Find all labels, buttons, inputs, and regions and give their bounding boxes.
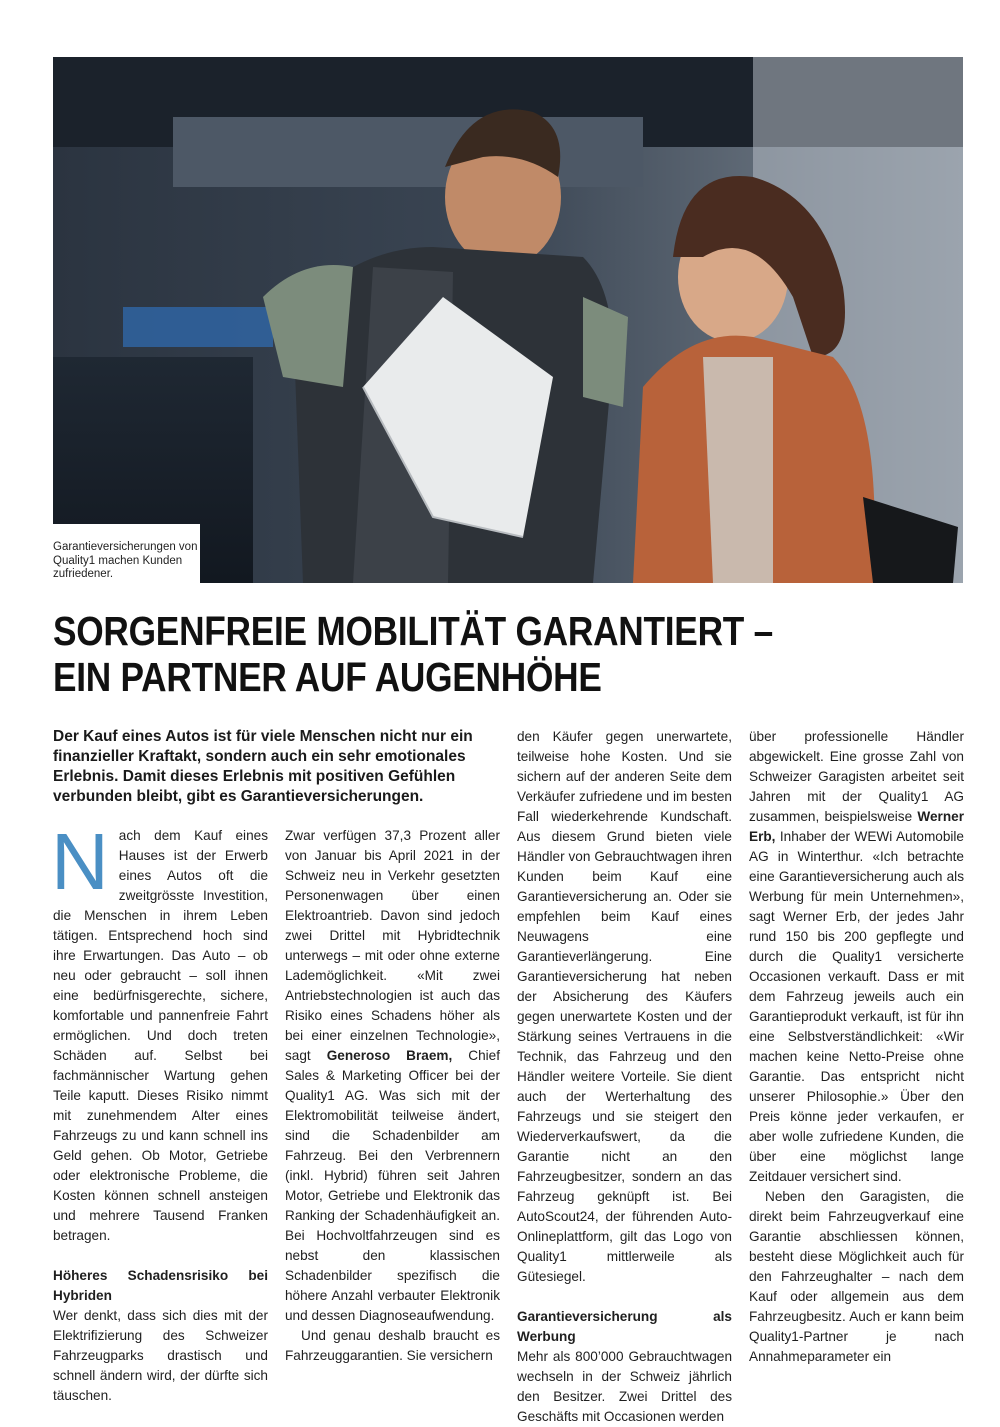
column-1-paragraph-1: [51, 817, 268, 1246]
subheading-hybrid: Höheres Schadensrisiko bei Hybriden: [53, 1268, 268, 1303]
article-column-1: [51, 817, 268, 1406]
column-2-paragraph-1: [285, 826, 500, 1326]
column-2-paragraph-2: Und genau deshalb braucht es Fahrzeuggarantien. Sie versichern: [285, 1328, 500, 1363]
column-3-paragraph-1: den Käufer gegen unerwartete, teilweise hohe Kosten. Und sie sichern auf der anderen Seite dem Verkäufer zufriedene und im besten Fall wiederkehrende Kundschaft. Aus diesem Grund bieten viele Händler von Gebrauchtwagen ihren Kunden beim Kauf eine Garantieversicherung an. Oder sie empfehlen beim Kauf eines Neuwagens eine Garantieverlängerung. Eine Garantieversicherung hat neben der Absicherung des Käufers gegen unerwartete Kosten und der Stärkung seines Vertrauens in die Technik, das Fahrzeug und den Händler weitere Vorteile. Sie dient auch der Werterhaltung des Fahrzeugs und sie steigert den Wiederverkaufswert, da die Garantie nicht an den Fahrzeugbesitzer, sondern an das Fahrzeug geknüpft ist. Bei AutoScout24, der führenden Auto-Onlineplattform, gilt das Logo von Quality1 mittlerweile als Gütesiegel.: [517, 729, 732, 1284]
headline-line-2: EIN PARTNER AUF AUGENHÖHE: [53, 654, 602, 700]
headline-line-1: SORGENFREIE MOBILITÄT GARANTIERT –: [53, 608, 773, 654]
column-3-paragraph-2: Mehr als 800’000 Gebrauchtwagen wechseln in der Schweiz jährlich den Besitzer. Zwei Drittel des Geschäfts mit Occasionen werden: [517, 1349, 732, 1424]
column-2-text-1a: Zwar verfügen 37,3 Prozent aller von Januar bis April 2021 in der Schweiz neu in Verkehr gesetzten Personenwagen über einen Elektroantrieb. Davon sind jedoch zwei Drittel mit Hybridtechnik unterwegs – mit oder ohne externe Lademöglichkeit. «Mit zwei Antriebstechnologien ist auch das Risiko eines Schadens höher als bei einer einzelnen Technologie», sagt: [285, 828, 500, 1063]
subheading-werbung: Garantieversicherung als Werbung: [517, 1309, 732, 1344]
column-4-text-1b: Inhaber der WEWi Automobile AG in Winterthur. «Ich betrachte eine Garantieversicherung auch als Werbung für mein Unternehmen», sagt Werner Erb, der jedes Jahr rund 150 bis 200 gepflegte und durch die Quality1 versicherte Occasionen verkauft. Dass er mit dem Fahrzeug jeweils auch ein Garantieprodukt verkauft, ist für ihn eine Selbstverständlichkeit: «Wir machen keine Netto-Preise ohne Garantie. Das entspricht nicht unserer Philosophie.» Über den Preis könne jeder verkaufen, er aber wolle zufriedene Kunden, die über eine möglichst lange Zeitdauer versichert sind.: [749, 829, 964, 1184]
page-title: [53, 608, 836, 700]
lead-paragraph: Der Kauf eines Autos ist für viele Menschen nicht nur ein finanzieller Kraftakt, sondern auch ein sehr emotionales Erlebnis. Damit dieses Erlebnis mit positiven Gefühlen verbunden bleibt, gibt es Garantieversicherungen.: [53, 728, 473, 805]
photo-caption: Garantieversicherungen von Quality1 machen Kunden zufriedener.: [53, 541, 198, 580]
column-1-text-1: ach dem Kauf eines Hauses ist der Erwerb eines Autos oft die zweitgrösste Investition, die Menschen in ihrem Leben tätigen. Entsprechend hoch sind ihre Erwartungen. Das Auto – ob neu oder gebraucht – soll ihnen eine bedürfnisgerechte, sichere, komfortable und pannenfreie Fahrt ermöglichen. Und doch treten Schäden auf. Selbst bei fachmännischer Wartung gehen Teile kaputt. Dieses Risiko nimmt mit zunehmendem Alter eines Fahrzeugs zu und kann schnell ins Geld gehen. Ob Motor, Getriebe oder elektronische Probleme, die Kosten können schnell ansteigen und mehrere Tausend Franken betragen.: [53, 828, 268, 1243]
column-1-paragraph-2: Wer denkt, dass sich dies mit der Elektrifizierung des Schweizer Fahrzeugparks drastisch und schnell ändern wird, der dürfte sich täuschen.: [53, 1308, 268, 1403]
column-2-text-1b: Chief Sales & Marketing Officer bei der Quality1 AG. Was sich mit der Elektromobilität teilweise ändert, sind die Schadenbilder am Fahrzeug. Bei den Verbrennern (inkl. Hybrid) führen seit Jahren Motor, Getriebe und Elektronik das Ranking der Schadenhäufigkeit an. Bei Hochvoltfahrzeugen sind es nebst den klassischen Schadenbilder spezifisch die höhere Anzahl verbauter Elektronik und dessen Diagnoseaufwendung.: [285, 1048, 501, 1323]
column-4-paragraph-2: Neben den Garagisten, die direkt beim Fahrzeugverkauf eine Garantie abschliessen können, besteht diese Möglichkeit auch für den Fahrzeughalter – nach dem Kauf oder allgemein aus dem Fahrzeugbesitz. Auch er kann beim Quality1-Partner je nach Annahmeparameter ein: [749, 1189, 964, 1364]
photo-image: [53, 57, 963, 583]
column-4-paragraph-1: [749, 727, 964, 1187]
article-column-4: [749, 727, 964, 1367]
article-column-2: [285, 826, 500, 1366]
column-4-text-1a: über professionelle Händler abgewickelt. Eine grosse Zahl von Schweizer Garagisten arbeitet seit Jahren mit der Quality1 AG zusammen, beispielsweise: [749, 729, 964, 824]
person-name-erb: Werner Erb,: [749, 809, 964, 844]
article-column-3: [517, 727, 732, 1427]
person-name-braem: Generoso Braem,: [326, 1048, 453, 1063]
hero-photo: [53, 57, 963, 583]
drop-cap: N: [51, 817, 109, 906]
